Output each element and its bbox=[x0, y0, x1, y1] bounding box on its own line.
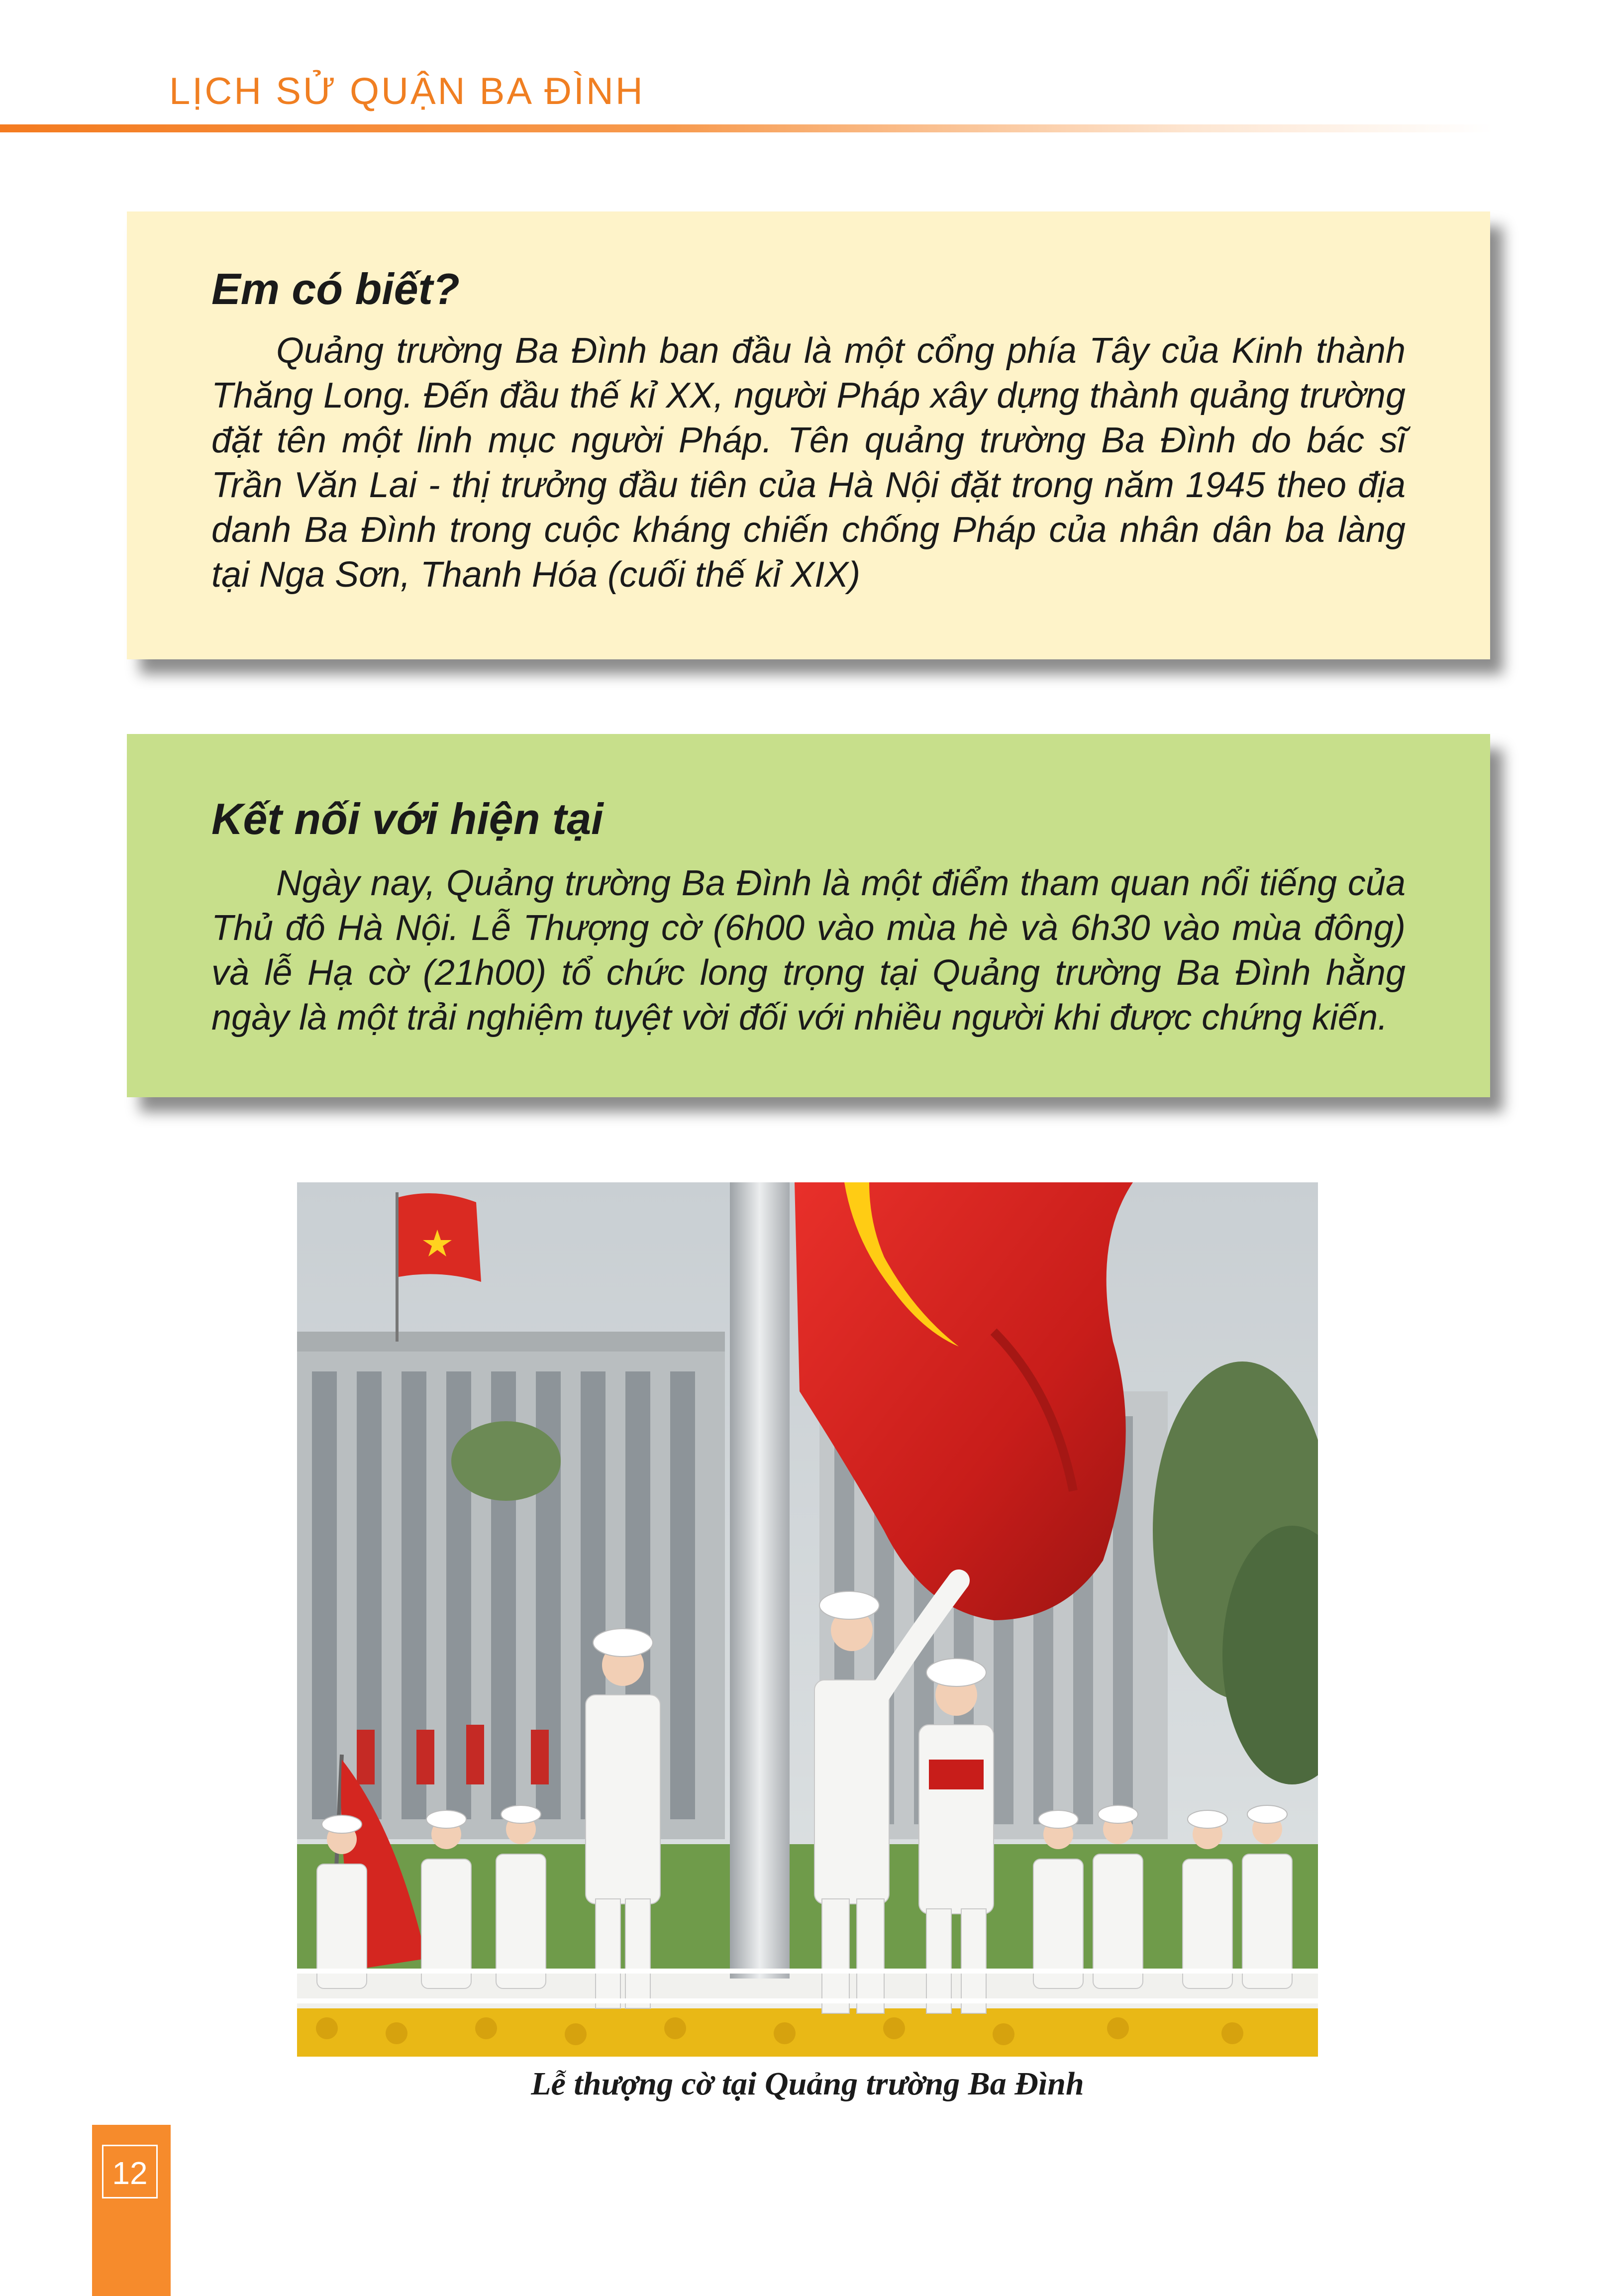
photo-caption: Lễ thượng cờ tại Quảng trường Ba Đình bbox=[531, 2066, 1084, 2102]
did-you-know-text: Quảng trường Ba Đình ban đầu là một cổng phía Tây của Kinh thành Thăng Long. Đến đầu thế kỉ XX, người Pháp xây dựng thành quảng trường đặt tên một linh mục người Pháp. Tên quảng trường Ba Đình do bác sĩ Trần Văn Lai - thị trưởng đầu tiên của Hà Nội đặt trong năm 1945 theo địa danh Ba Đình trong cuộc kháng chiến chống Pháp của nhân dân ba làng tại Nga Sơn, Thanh Hóa (cuối thế kỉ XIX) bbox=[211, 331, 1406, 595]
connect-present-box bbox=[127, 734, 1490, 1097]
running-header: LỊCH SỬ QUẬN BA ĐÌNH bbox=[169, 70, 645, 112]
did-you-know-title: Em có biết? bbox=[211, 264, 460, 313]
did-you-know-box bbox=[127, 211, 1490, 659]
flag-ceremony-photo bbox=[297, 1182, 1318, 2057]
page-number: 12 bbox=[102, 2145, 158, 2198]
connect-present-title: Kết nối với hiện tại bbox=[211, 794, 604, 843]
header-rule bbox=[0, 124, 1493, 132]
connect-present-text: Ngày nay, Quảng trường Ba Đình là một điểm tham quan nổi tiếng của Thủ đô Hà Nội. Lễ Thượng cờ (6h00 vào mùa hè và 6h30 vào mùa đông) và lễ Hạ cờ (21h00) tổ chức long trọng tại Quảng trường Ba Đình hằng ngày là một trải nghiệm tuyệt vời đối với nhiều người khi được chứng kiến. bbox=[211, 863, 1406, 1038]
page-number-tab bbox=[92, 2125, 171, 2296]
